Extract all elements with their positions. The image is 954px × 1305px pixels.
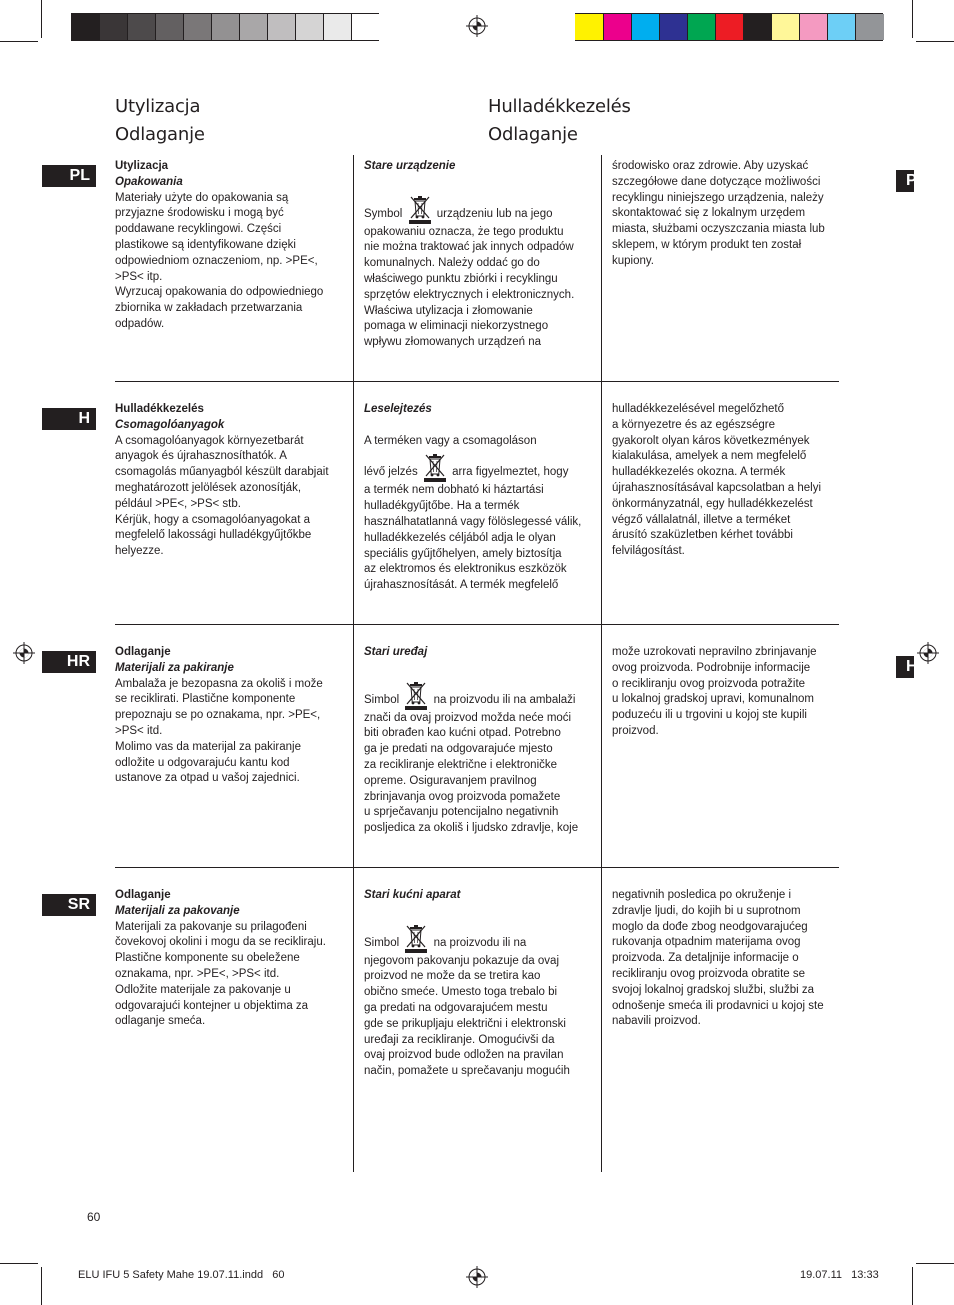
- body-line: hulladékkezelés céljából adja le olyan: [364, 531, 556, 544]
- column-divider: [353, 155, 354, 1172]
- crossed-bin-icon: [423, 453, 447, 483]
- body-line: kupiony.: [612, 254, 654, 267]
- column-divider: [601, 155, 602, 1172]
- body-line: o recikliranju ovog proizvoda potražite: [612, 677, 806, 690]
- gray-swatch: [71, 14, 99, 40]
- symbol-text-before: Simbol: [364, 693, 400, 706]
- right-title-2: Odlaganje: [488, 124, 578, 145]
- body-line: Plastične komponente su obeležene: [115, 952, 300, 965]
- body-line: Materiały użyte do opakowania są: [115, 191, 289, 204]
- gray-swatch: [239, 14, 268, 40]
- language-tab-right-p: P: [896, 170, 914, 192]
- crossed-bin-icon: [408, 195, 432, 225]
- section-subheading: Stari kućni aparat: [364, 889, 461, 901]
- body-line: használhatatlanná vagy fölöslegessé válik,: [364, 515, 582, 528]
- body-line: zbiornika w zakładach przetwarzania: [115, 302, 303, 315]
- left-title-1: Utylizacja: [115, 96, 201, 117]
- spacer: [364, 661, 596, 677]
- body-line: önkormányzatnál, egy hulladékkezelést: [612, 497, 813, 510]
- body-line: Ambalaža je bezopasna za okoliš i može: [115, 677, 323, 690]
- body-line: moglo da dođe zbog neodgovarajućeg: [612, 920, 808, 933]
- symbol-line: [364, 453, 596, 483]
- process-swatch: [603, 14, 632, 40]
- body-line: za recikliranje električne i elektroničke: [364, 758, 558, 771]
- column-continued: [612, 888, 844, 1030]
- body-line: negativnih posledica po okruženje i: [612, 889, 792, 901]
- body-line: A csomagolóanyagok környezetbarát: [115, 434, 304, 447]
- section-divider: [115, 381, 839, 382]
- process-swatch: [799, 14, 828, 40]
- crop-mark: [912, 0, 913, 38]
- gray-swatch: [323, 14, 352, 40]
- process-color-bar: [575, 13, 883, 41]
- body-line: árusító szaküzletben kérhet további: [612, 529, 793, 542]
- language-tab-pl: PL: [42, 165, 96, 187]
- column-packaging: [115, 159, 347, 333]
- body-line: hulladékkezelés okozna. A termék: [612, 466, 786, 479]
- body-line: njegovom pakovanju pokazuje da ovaj: [364, 954, 559, 967]
- language-tab-hr: HR: [42, 651, 96, 673]
- body-line: środowisko oraz zdrowie. Aby uzyskać: [612, 160, 809, 172]
- body-line: odložite u odgovarajuću kantu kod: [115, 756, 290, 769]
- body-line: meghatározott jelölések azonosítják,: [115, 481, 302, 494]
- symbol-text-after: na proizvodu ili na ambalaži: [433, 693, 576, 706]
- body-line: gyakorolt olyan káros következmények: [612, 434, 810, 447]
- crop-mark: [912, 1267, 913, 1305]
- gray-swatch: [127, 14, 156, 40]
- symbol-line: [364, 195, 596, 225]
- process-swatch: [631, 14, 660, 40]
- body-line: właściwego punktu zbiórki i recyklingu: [364, 272, 558, 285]
- body-line: hulladékkezelésével megelőzhető: [612, 403, 784, 415]
- body-line: przyjazne środowisku i mogą być: [115, 207, 284, 220]
- column-packaging: [115, 402, 347, 560]
- date-time: 19.07.11 13:33: [800, 1269, 879, 1281]
- registration-mark-icon: [466, 15, 488, 37]
- process-swatch: [575, 14, 603, 40]
- section-divider: [115, 624, 839, 625]
- spacer: [364, 175, 596, 191]
- body-line: može uzrokovati nepravilno zbrinjavanje: [612, 646, 817, 658]
- body-line: miasta, służbami oczyszczania miasta lub: [612, 223, 825, 236]
- body-line: komunalnych. Należy oddać go do: [364, 257, 540, 270]
- section-subheading: Stari uređaj: [364, 646, 428, 658]
- process-swatch: [743, 14, 772, 40]
- process-swatch: [687, 14, 716, 40]
- body-line: svojoj lokalnoj gradskoj službi, službi za: [612, 983, 814, 996]
- section-subheading: Materijali za pakovanje: [115, 904, 240, 917]
- section-subheading: Stare urządzenie: [364, 160, 456, 172]
- process-swatch: [855, 14, 884, 40]
- section-heading: Utylizacja: [115, 160, 169, 172]
- body-line: Molimo vas da materijal za pakiranje: [115, 740, 301, 753]
- left-title-2: Odlaganje: [115, 124, 205, 145]
- symbol-text-after: arra figyelmeztet, hogy: [452, 466, 569, 479]
- body-line: ga predati na odgovarajućem mestu: [364, 1001, 548, 1014]
- body-line: recyklingu niniejszego urządzenia, należy: [612, 191, 824, 204]
- body-line: rukovanja otpadnim materijama ovog: [612, 936, 801, 949]
- file-info: ELU IFU 5 Safety Mahe 19.07.11.indd 60: [78, 1269, 285, 1281]
- body-line: szczegółowe dane dotyczące możliwości: [612, 175, 821, 188]
- body-line: zbrinjavanja ovog proizvoda pomažete: [364, 790, 561, 803]
- section-divider: [115, 867, 839, 868]
- symbol-line: [364, 681, 596, 711]
- section-subheading: Materijali za pakiranje: [115, 661, 234, 674]
- spacer: [364, 418, 596, 434]
- crop-mark: [41, 0, 42, 38]
- body-line: a termék nem dobható ki háztartási: [364, 484, 544, 497]
- body-line: poduzeću ili u trgovini u kojoj ste kupili: [612, 709, 807, 722]
- body-line: hulladékgyűjtőbe. Ha a termék: [364, 500, 520, 513]
- body-line: kialakulása, amelyek a nem megfelelő: [612, 450, 807, 463]
- body-line: Materijali za pakovanje su prilagođeni: [115, 920, 307, 933]
- section-heading: Odlaganje: [115, 646, 171, 658]
- registration-mark-icon: [466, 1266, 488, 1288]
- body-line: sprzętów elektrycznych i elektronicznych.: [364, 288, 575, 301]
- body-line: Właściwa utylizacja i złomowanie: [364, 304, 533, 317]
- body-line: az elektromos és elektronikus eszközök: [364, 563, 567, 576]
- body-line: Wyrzucaj opakowania do odpowiedniego: [115, 286, 324, 299]
- crop-mark: [41, 1267, 42, 1305]
- language-tab-h: H: [42, 408, 96, 430]
- body-line: sklepem, w którym produkt ten został: [612, 238, 802, 251]
- crossed-bin-icon: [404, 681, 428, 711]
- crossed-bin-icon: [404, 924, 428, 954]
- body-line: például >PE<, >PS< stb.: [115, 497, 241, 510]
- process-swatch: [659, 14, 688, 40]
- body-line: >PS< itd.: [115, 724, 163, 737]
- right-title-1: Hulladékkezelés: [488, 96, 631, 117]
- body-line: poddawane recyklingowi. Części: [115, 223, 282, 236]
- section-subheading: Leselejtezés: [364, 403, 432, 415]
- body-line: prepoznaju se po oznakama, npr. >PE<,: [115, 709, 321, 722]
- body-line: znači da ovaj proizvod možda neće moći: [364, 711, 572, 724]
- body-line: odgovarajući kontejner u objektima za: [115, 999, 309, 1012]
- crop-mark: [916, 1263, 954, 1264]
- gray-swatch: [211, 14, 240, 40]
- body-line: čovekovoj okolini i mogu da se recikliraju.: [115, 936, 326, 949]
- body-line: proizvoda. Za detaljnije informacije o: [612, 952, 799, 965]
- body-line: uređaji za recikliranje. Omogućivši da: [364, 1033, 555, 1046]
- body-line: ustanove za otpad u vašoj zajednici.: [115, 772, 300, 785]
- section-subheading: Opakowania: [115, 175, 183, 188]
- body-line: u sprječavanju potencijalno negativnih: [364, 806, 559, 819]
- symbol-text-before: lévő jelzés: [364, 466, 418, 479]
- body-line: speciális gyűjtőhelyen, amely biztosítja: [364, 547, 562, 560]
- gray-color-bar: [71, 13, 379, 41]
- column-old-appliance: [364, 159, 596, 351]
- body-line: pomaga w eliminacji niekorzystnego: [364, 320, 549, 333]
- body-line: megfelelő lakossági hulladékgyűjtőkbe: [115, 529, 312, 542]
- body-line: Odložite materijale za pakovanje u: [115, 983, 291, 996]
- gray-swatch: [183, 14, 212, 40]
- body-line: recikliranju ovog proizvoda obratite se: [612, 967, 806, 980]
- body-line: zdravlje ljudi, do kojih bi u suprotnom: [612, 904, 801, 917]
- symbol-line: [364, 924, 596, 954]
- body-line: u lokalnoj gradskoj upravi, komunalnom: [612, 693, 814, 706]
- column-packaging: [115, 888, 347, 1030]
- gray-swatch: [155, 14, 184, 40]
- registration-mark-icon: [13, 642, 35, 664]
- symbol-text-before: Symbol: [364, 207, 403, 220]
- column-old-appliance: [364, 645, 596, 837]
- symbol-text-after: urządzeniu lub na jego: [436, 207, 553, 220]
- body-line: način, pomažete u sprečavanju mogućih: [364, 1065, 570, 1078]
- page-number: 60: [87, 1210, 101, 1224]
- body-line: odpadów.: [115, 317, 165, 330]
- body-line: A terméken vagy a csomagoláson: [364, 434, 537, 447]
- body-line: nie można traktować jak innych odpadów: [364, 241, 574, 254]
- body-line: >PS< itp.: [115, 270, 163, 283]
- body-line: végző vállalatnál, illetve a terméket: [612, 513, 791, 526]
- section-subheading: Csomagolóanyagok: [115, 418, 225, 431]
- language-tab-sr: SR: [42, 894, 96, 916]
- symbol-text-after: na proizvodu ili na: [433, 936, 527, 949]
- crop-mark: [916, 41, 954, 42]
- body-line: plastikowe są identyfikowane dzięki: [115, 238, 296, 251]
- column-continued: [612, 402, 844, 560]
- body-line: obično smeće. Umesto toga trebalo bi: [364, 986, 558, 999]
- body-line: nabavili proizvod.: [612, 1015, 701, 1028]
- section-heading: Hulladékkezelés: [115, 403, 204, 415]
- process-swatch: [715, 14, 744, 40]
- body-line: opakowaniu oznacza, że tego produktu: [364, 225, 564, 238]
- body-line: felvilágosítást.: [612, 545, 685, 558]
- symbol-text-before: Simbol: [364, 936, 400, 949]
- spacer: [364, 904, 596, 920]
- body-line: odpowiedniom oznaczeniom, np. >PE<,: [115, 254, 318, 267]
- column-continued: [612, 645, 844, 740]
- body-line: proizvod ne može da se tretira kao: [364, 970, 541, 983]
- column-packaging: [115, 645, 347, 787]
- body-line: proizvod.: [612, 724, 659, 737]
- body-line: odnošenje smeća ili prodavnici u kojoj ste: [612, 999, 824, 1012]
- crop-mark: [0, 41, 38, 42]
- process-swatch: [827, 14, 856, 40]
- body-line: a környezetre és az egészségre: [612, 418, 776, 431]
- body-line: helyezze.: [115, 545, 164, 558]
- body-line: újrahasznosítását. A termék megfelelő: [364, 579, 559, 592]
- column-old-appliance: [364, 402, 596, 594]
- body-line: ga je predati na odgovarajuće mjesto: [364, 743, 553, 756]
- language-tab-right-h: H: [896, 656, 914, 678]
- body-line: ovaj proizvod bude odložen na pravilan: [364, 1049, 564, 1062]
- body-line: oznakama, npr. >PE<, >PS< itd.: [115, 967, 280, 980]
- body-line: ovog proizvoda. Podrobnije informacije: [612, 661, 811, 674]
- body-line: biti obrađen kao kućni otpad. Potrebno: [364, 727, 561, 740]
- body-line: wpływu złomowanych urządzeń na: [364, 336, 542, 349]
- body-line: posljedica za okoliš i ljudsko zdravlje, koje: [364, 822, 579, 835]
- body-line: opreme. Osiguravanjem pravilnog: [364, 774, 537, 787]
- column-continued: [612, 159, 844, 270]
- body-line: odlaganje smeća.: [115, 1015, 206, 1028]
- body-line: Kérjük, hogy a csomagolóanyagokat a: [115, 513, 310, 526]
- gray-swatch: [351, 14, 380, 40]
- body-line: újrahasznosításával kapcsolatban a helyi: [612, 481, 822, 494]
- gray-swatch: [267, 14, 296, 40]
- column-old-appliance: [364, 888, 596, 1080]
- gray-swatch: [99, 14, 128, 40]
- section-heading: Odlaganje: [115, 889, 171, 901]
- body-line: skontaktować się z lokalnym urzędem: [612, 207, 806, 220]
- process-swatch: [771, 14, 800, 40]
- body-line: gde se prikupljaju električni i elektronski: [364, 1017, 566, 1030]
- crop-mark: [0, 1263, 38, 1264]
- body-line: anyagok és újrahasznosíthatók. A: [115, 450, 287, 463]
- gray-swatch: [295, 14, 324, 40]
- body-line: csomagolás műanyagból készült darabjait: [115, 466, 329, 479]
- body-line: se reciklirati. Plastične komponente: [115, 693, 296, 706]
- registration-mark-icon: [917, 642, 939, 664]
